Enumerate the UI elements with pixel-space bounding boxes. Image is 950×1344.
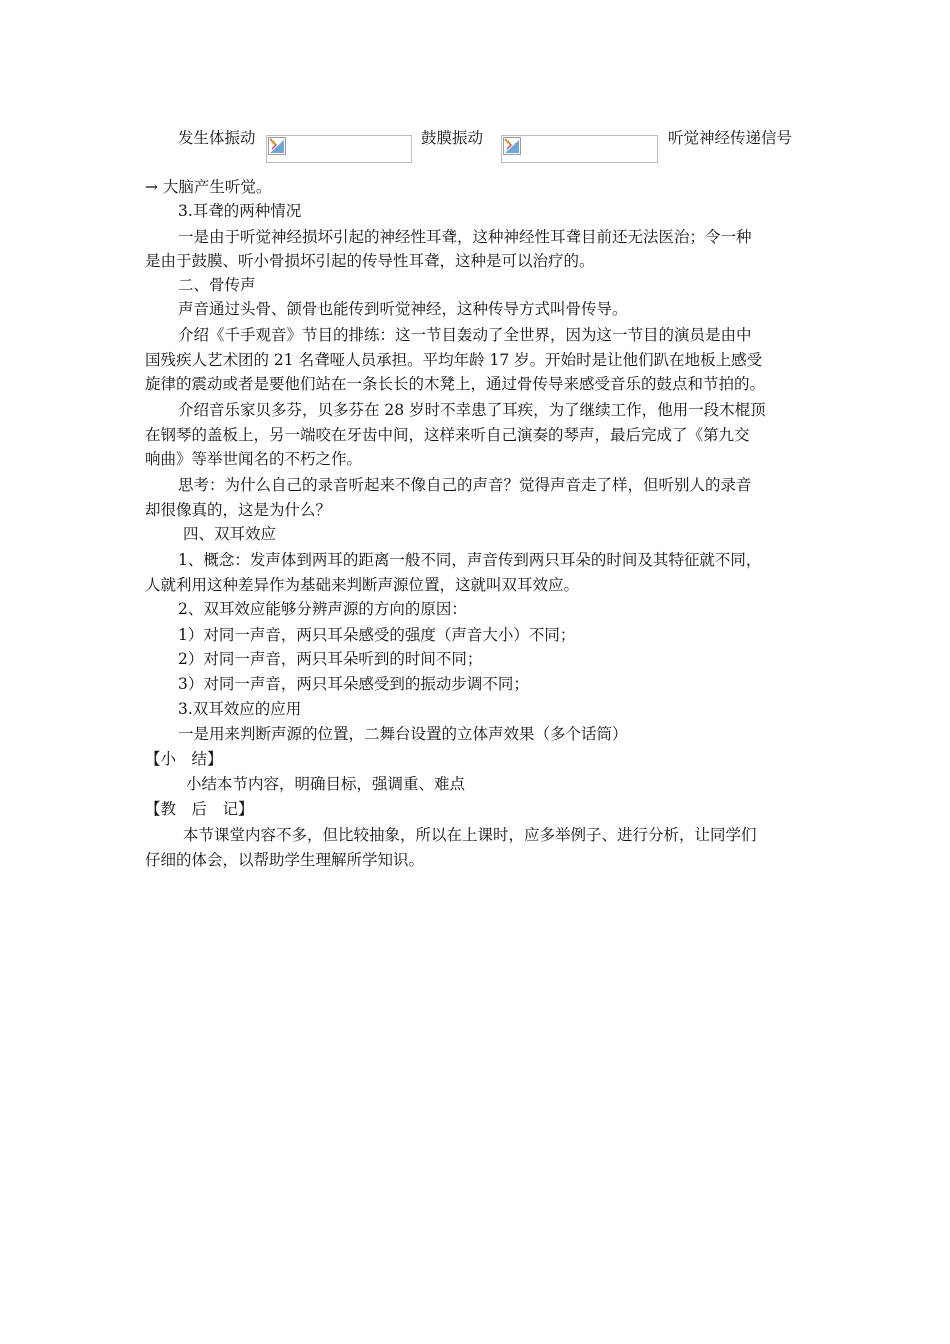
text-line: 一是用来判断声源的位置，二舞台设置的立体声效果（多个话筒） bbox=[178, 725, 628, 743]
text-line: 2、双耳效应能够分辨声源的方向的原因： bbox=[178, 600, 467, 618]
list-item: 3）对同一声音，两只耳朵感受到的振动步调不同； bbox=[178, 675, 529, 693]
text-line: 一是由于听觉神经损坏引起的神经性耳聋，这种神经性耳聋目前还无法医治；令一种 bbox=[178, 228, 752, 246]
text-line: 响曲》等举世闻名的不朽之作。 bbox=[145, 450, 363, 468]
list-item: 2）对同一声音，两只耳朵听到的时间不同； bbox=[178, 650, 483, 668]
section-heading: 【教 后 记】 bbox=[145, 800, 254, 818]
text-line: 是由于鼓膜、听小骨损坏引起的传导性耳聋，这种是可以治疗的。 bbox=[145, 252, 595, 270]
text-line: 介绍《千手观音》节目的排练：这一节目轰动了全世界，因为这一节目的演员是由中 bbox=[178, 326, 752, 344]
text-line: 3.耳聋的两种情况 bbox=[178, 202, 302, 220]
text-line: 却很像真的，这是为什么？ bbox=[145, 501, 332, 519]
text-line: 介绍音乐家贝多芬，贝多芬在 28 岁时不幸患了耳疾，为了继续工作，他用一段木棍顶 bbox=[178, 401, 766, 419]
broken-image-1 bbox=[266, 135, 412, 163]
text-line: 本节课堂内容不多，但比较抽象，所以在上课时，应多举例子、进行分析，让同学们 bbox=[183, 826, 757, 844]
text-line: 1、概念：发声体到两耳的距离一般不同，声音传到两只耳朵的时间及其特征就不同， bbox=[178, 551, 762, 569]
text-line: 3.双耳效应的应用 bbox=[178, 700, 302, 718]
text-line: 旋律的震动或者是要他们站在一条长长的木凳上，通过骨传导来感受音乐的鼓点和节拍的。 bbox=[145, 375, 766, 393]
text-line: 在钢琴的盖板上，另一端咬在牙齿中间，这样来听自己演奏的琴声，最后完成了《第九交 bbox=[145, 426, 750, 444]
text-line: 小结本节内容，明确目标，强调重、难点 bbox=[186, 775, 466, 793]
list-item: 1）对同一声音，两只耳朵感受的强度（声音大小）不同； bbox=[178, 626, 576, 644]
section-heading: 四、双耳效应 bbox=[183, 525, 277, 543]
broken-image-icon bbox=[503, 137, 521, 155]
section-heading: 【小 结】 bbox=[145, 750, 223, 768]
text-line: 仔细的体会，以帮助学生理解所学知识。 bbox=[145, 851, 425, 869]
flow-continuation: → 大脑产生听觉。 bbox=[145, 178, 272, 196]
flow-step-2: 鼓膜振动 bbox=[421, 129, 484, 147]
flow-step-1: 发生体振动 bbox=[178, 129, 256, 147]
flow-step-3: 听觉神经传递信号 bbox=[668, 129, 793, 147]
text-line: 人就利用这种差异作为基础来判断声源位置，这就叫双耳效应。 bbox=[145, 576, 580, 594]
broken-image-icon bbox=[268, 137, 286, 155]
broken-image-2 bbox=[501, 135, 658, 163]
text-line: 思考：为什么自己的录音听起来不像自己的声音？觉得声音走了样，但听别人的录音 bbox=[178, 476, 752, 494]
text-line: 声音通过头骨、颌骨也能传到听觉神经，这种传导方式叫骨传导。 bbox=[178, 300, 628, 318]
section-heading: 二、骨传声 bbox=[178, 276, 256, 294]
text-line: 国残疾人艺术团的 21 名聋哑人员承担。平均年龄 17 岁。开始时是让他们趴在地板上感受 bbox=[145, 351, 763, 369]
